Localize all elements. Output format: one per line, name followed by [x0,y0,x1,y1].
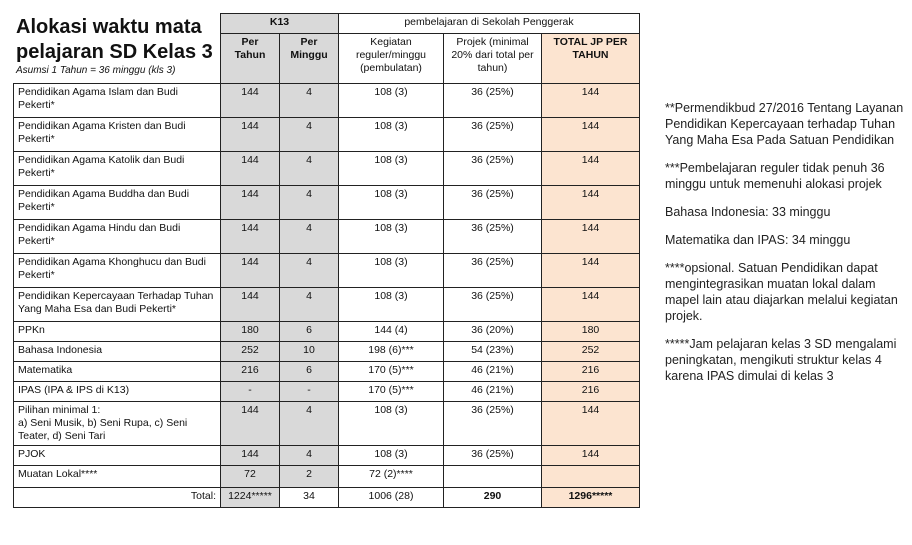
header-projek: Projek (minimal 20% dari total per tahun) [444,34,542,84]
per-minggu-cell: 10 [280,342,339,362]
subject-cell: Bahasa Indonesia [14,342,221,362]
per-minggu-cell: 2 [280,466,339,488]
subject-cell: Matematika [14,362,221,382]
subject-cell: Pendidikan Agama Khonghucu dan Budi Pekerti* [14,254,221,288]
per-minggu-cell: 4 [280,402,339,446]
title-block [16,15,222,77]
table-row [14,118,640,152]
table-row [14,402,640,446]
table-row [14,288,640,322]
total-jp-cell: 144 [542,186,640,220]
per-tahun-cell: 144 [221,186,280,220]
table-row [14,466,640,488]
table-row [14,254,640,288]
projek-cell: 36 (25%) [444,84,542,118]
footnote: Bahasa Indonesia: 33 minggu [665,205,831,219]
table-row [14,220,640,254]
projek-cell: 36 (25%) [444,152,542,186]
reguler-cell: 170 (5)*** [339,362,444,382]
page-title: Alokasi waktu mata pelajaran SD Kelas 3 [16,16,213,63]
footnote: ***Pembelajaran reguler tidak penuh 36 minggu untuk memenuhi alokasi projek [665,161,885,191]
footnote: ****opsional. Satuan Pendidikan dapat mengintegrasikan muatan lokal dalam mapel lain atau diajarkan melalui kegiatan projek. [665,261,898,323]
projek-cell: 36 (25%) [444,446,542,466]
total-jp-cell: 144 [542,446,640,466]
reguler-cell: 108 (3) [339,446,444,466]
subject-cell: Pilihan minimal 1: a) Seni Musik, b) Seni Rupa, c) Seni Teater, d) Seni Tari [14,402,221,446]
reguler-cell: 198 (6)*** [339,342,444,362]
per-tahun-cell: 144 [221,84,280,118]
per-minggu-cell: 4 [280,186,339,220]
totals-row [14,488,640,508]
projek-cell [444,466,542,488]
reguler-cell: 108 (3) [339,220,444,254]
header-per-minggu: Per Minggu [280,34,339,84]
subject-cell: PJOK [14,446,221,466]
allocation-table [13,13,640,508]
total-jp-cell: 144 [542,84,640,118]
per-tahun-cell: 144 [221,152,280,186]
per-tahun-cell: 144 [221,118,280,152]
per-minggu-cell: 6 [280,322,339,342]
per-tahun-cell: 144 [221,254,280,288]
per-tahun-cell: 144 [221,402,280,446]
total-jp-cell: 144 [542,288,640,322]
table-row [14,362,640,382]
per-minggu-cell: 6 [280,362,339,382]
header-kegiatan-reguler: Kegiatan reguler/minggu (pembulatan) [339,34,444,84]
projek-cell: 36 (25%) [444,288,542,322]
footnote: *****Jam pelajaran kelas 3 SD mengalami peningkatan, mengikuti struktur kelas 4 karena IPAS dimulai di kelas 3 [665,337,897,383]
table-row [14,152,640,186]
page-subtitle: Asumsi 1 Tahun = 36 minggu (kls 3) [16,65,176,76]
reguler-cell: 108 (3) [339,288,444,322]
subject-cell: Pendidikan Agama Kristen dan Budi Pekerti* [14,118,221,152]
per-minggu-cell: 4 [280,84,339,118]
reguler-cell: 72 (2)**** [339,466,444,488]
projek-cell: 36 (20%) [444,322,542,342]
per-tahun-cell: 252 [221,342,280,362]
total-jp-cell: 144 [542,220,640,254]
total-jp-cell: 144 [542,152,640,186]
subject-cell: Pendidikan Agama Buddha dan Budi Pekerti* [14,186,221,220]
totals-reguler: 1006 (28) [339,488,444,508]
total-jp-cell: 252 [542,342,640,362]
footnote: Matematika dan IPAS: 34 minggu [665,233,851,247]
total-jp-cell: 144 [542,254,640,288]
projek-cell: 46 (21%) [444,362,542,382]
projek-cell: 36 (25%) [444,118,542,152]
total-jp-cell: 216 [542,362,640,382]
header-total-jp: TOTAL JP PER TAHUN [542,34,640,84]
table-row [14,382,640,402]
projek-cell: 36 (25%) [444,186,542,220]
reguler-cell: 170 (5)*** [339,382,444,402]
per-minggu-cell: 4 [280,118,339,152]
reguler-cell: 108 (3) [339,118,444,152]
per-tahun-cell: 144 [221,220,280,254]
total-jp-cell: 180 [542,322,640,342]
per-tahun-cell: 180 [221,322,280,342]
per-minggu-cell: 4 [280,152,339,186]
reguler-cell: 108 (3) [339,186,444,220]
reguler-cell: 108 (3) [339,84,444,118]
total-jp-cell [542,466,640,488]
per-tahun-cell: 144 [221,288,280,322]
total-jp-cell: 144 [542,118,640,152]
footnotes [665,100,905,396]
per-minggu-cell: 4 [280,446,339,466]
table-row [14,84,640,118]
totals-projek: 290 [444,488,542,508]
subject-cell: Pendidikan Kepercayaan Terhadap Tuhan Yang Maha Esa dan Budi Pekerti* [14,288,221,322]
projek-cell: 46 (21%) [444,382,542,402]
subject-cell: Pendidikan Agama Katolik dan Budi Pekerti* [14,152,221,186]
subject-cell: Pendidikan Agama Hindu dan Budi Pekerti* [14,220,221,254]
footnote: **Permendikbud 27/2016 Tentang Layanan Pendidikan Kepercayaan terhadap Tuhan Yang Maha Esa Pada Satuan Pendidikan [665,101,904,147]
totals-label: Total: [14,488,221,508]
totals-per-tahun: 1224***** [221,488,280,508]
header-penggerak: pembelajaran di Sekolah Penggerak [339,14,640,34]
totals-per-minggu: 34 [280,488,339,508]
per-minggu-cell: - [280,382,339,402]
totals-total-jp: 1296***** [542,488,640,508]
subject-cell: IPAS (IPA & IPS di K13) [14,382,221,402]
reguler-cell: 108 (3) [339,402,444,446]
total-jp-cell: 216 [542,382,640,402]
per-minggu-cell: 4 [280,288,339,322]
table-row [14,446,640,466]
subject-cell: Muatan Lokal**** [14,466,221,488]
per-tahun-cell: 72 [221,466,280,488]
reguler-cell: 108 (3) [339,254,444,288]
projek-cell: 36 (25%) [444,220,542,254]
projek-cell: 36 (25%) [444,254,542,288]
reguler-cell: 144 (4) [339,322,444,342]
total-jp-cell: 144 [542,402,640,446]
header-k13: K13 [221,14,339,34]
per-tahun-cell: 144 [221,446,280,466]
per-tahun-cell: 216 [221,362,280,382]
subject-cell: PPKn [14,322,221,342]
table-row [14,322,640,342]
per-minggu-cell: 4 [280,220,339,254]
reguler-cell: 108 (3) [339,152,444,186]
table-row [14,342,640,362]
subject-cell: Pendidikan Agama Islam dan Budi Pekerti* [14,84,221,118]
header-per-tahun: Per Tahun [221,34,280,84]
per-tahun-cell: - [221,382,280,402]
projek-cell: 54 (23%) [444,342,542,362]
projek-cell: 36 (25%) [444,402,542,446]
per-minggu-cell: 4 [280,254,339,288]
table-row [14,186,640,220]
